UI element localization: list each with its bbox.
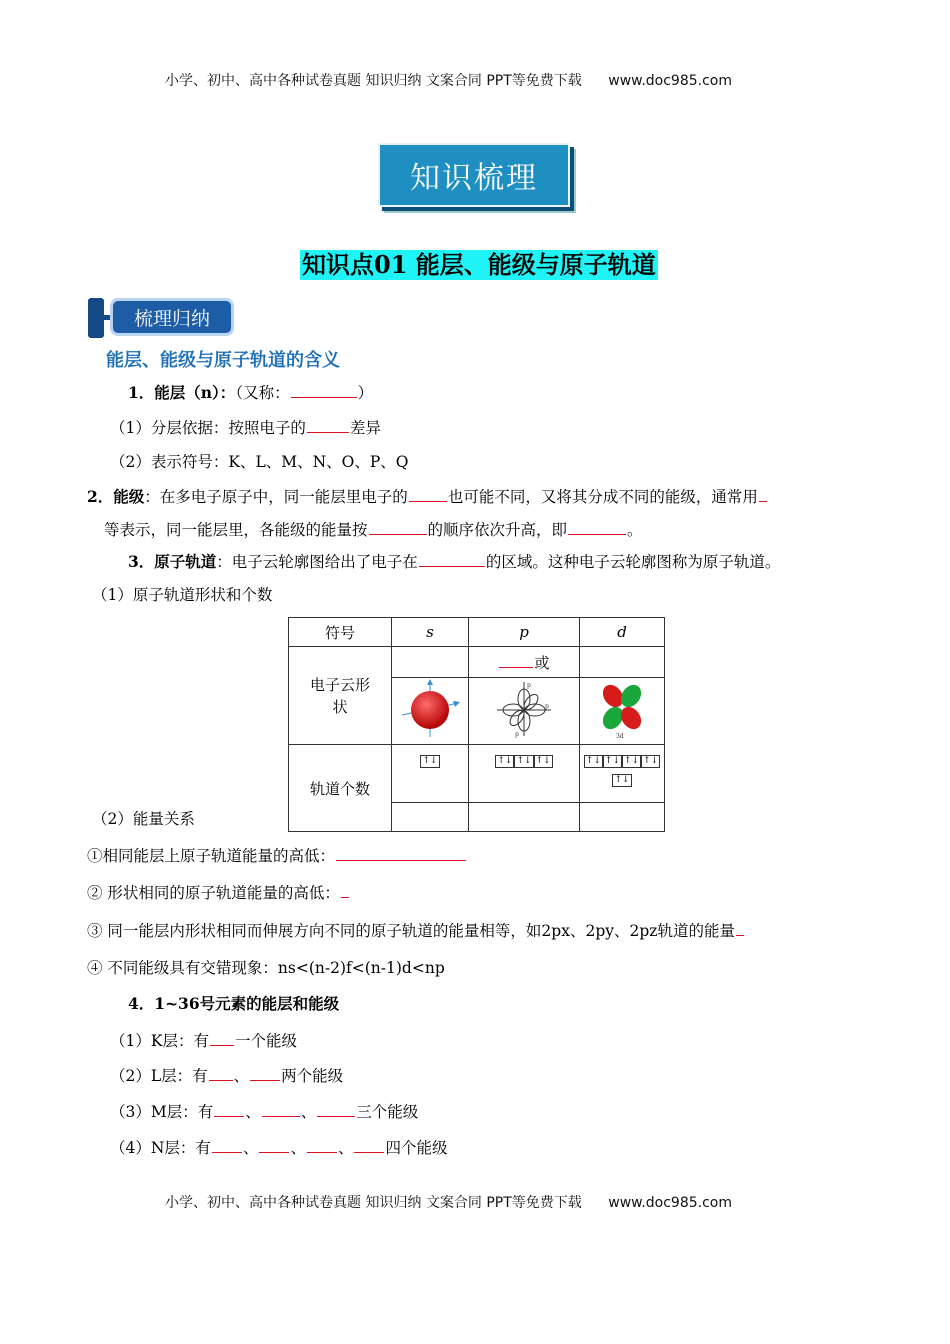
blank[interactable] — [259, 1136, 289, 1153]
energy-title: （2）能量关系 — [92, 810, 195, 828]
sep: 、 — [242, 1139, 259, 1157]
orbital-table — [288, 617, 665, 832]
s1-pre: （又称： — [235, 384, 290, 402]
s2-title: 2．能级 — [87, 487, 145, 506]
blank[interactable] — [759, 485, 767, 502]
td-shape-label — [289, 647, 392, 745]
s4-m-text: （3）M层：有 — [110, 1103, 214, 1121]
s4-k-end: 一个能级 — [234, 1032, 297, 1050]
energy-r3 — [87, 919, 745, 942]
p-label-y: p — [515, 731, 519, 738]
blank[interactable] — [336, 844, 466, 861]
page-footer — [165, 1192, 732, 1212]
p-label-z: p — [527, 682, 531, 689]
footer-text: 小学、初中、高中各种试卷真题 知识归纳 文案合同 PPT等免费下载 — [165, 1195, 582, 1211]
blank[interactable] — [419, 550, 485, 567]
blank[interactable] — [214, 1100, 244, 1117]
td-d-count — [580, 803, 665, 832]
blank[interactable] — [736, 919, 744, 936]
d-box: ↑↓ — [614, 775, 630, 785]
footer-site: www.doc985.com — [608, 1195, 732, 1211]
blank[interactable] — [250, 1064, 280, 1081]
s2-e: 。 — [627, 521, 643, 539]
s4-n — [110, 1136, 448, 1159]
blank[interactable] — [307, 1136, 337, 1153]
blank[interactable] — [568, 518, 626, 535]
blank[interactable] — [409, 485, 447, 502]
knowledge-point-title: 知识点01 能层、能级与原子轨道 — [302, 250, 656, 279]
summary-tag: 梳理归纳 — [110, 298, 234, 336]
td-s-image — [392, 678, 469, 745]
s4-k-text: （1）K层：有 — [110, 1032, 209, 1050]
s4-n-end: 四个能级 — [385, 1139, 448, 1157]
subtitle: 能层、能级与原子轨道的含义 — [106, 350, 340, 371]
s-orbital-image — [398, 679, 462, 739]
s1-title: 1．能层（n）： — [128, 383, 236, 402]
p-box: ↑↓ — [516, 756, 532, 766]
blank[interactable] — [369, 518, 427, 535]
s4-l — [110, 1064, 343, 1087]
d-box: ↑↓ — [604, 756, 620, 766]
s3-title: 3．原子轨道 — [128, 552, 217, 571]
energy-r2 — [87, 881, 350, 904]
s4-l-text: （2）L层：有 — [110, 1067, 208, 1085]
s1-title-line — [128, 381, 373, 404]
blank[interactable] — [262, 1100, 300, 1117]
s1-l1-text: （1）分层依据：按照电子的 — [110, 419, 306, 437]
td-p-shape-top — [469, 647, 580, 678]
s1-l1-end: 差异 — [349, 419, 381, 437]
s3-line2: （1）原子轨道形状和个数 — [92, 586, 273, 604]
blank[interactable] — [209, 1064, 233, 1081]
s-box: ↑↓ — [422, 756, 438, 766]
s4-m-end: 三个能级 — [356, 1103, 419, 1121]
s3-line1 — [128, 550, 780, 573]
energy-r3-text: ③ 同一能层内形状相同而伸展方向不同的原子轨道的能量相等，如2px、2py、2pz轨道的能量 — [87, 922, 735, 940]
th-symbol: 符号 — [289, 618, 392, 647]
s4-k — [110, 1029, 297, 1052]
d-label: 3d — [616, 733, 624, 740]
blank[interactable] — [212, 1136, 242, 1153]
d-box: ↑↓ — [643, 756, 659, 766]
sep: 、 — [245, 1103, 261, 1121]
energy-r4: ④ 不同能级具有交错现象：ns<(n-2)f<(n-1)d<np — [87, 959, 445, 977]
blank[interactable] — [499, 651, 533, 668]
p-label-x: p — [545, 703, 549, 710]
blank[interactable] — [210, 1029, 234, 1046]
header-text: 小学、初中、高中各种试卷真题 知识归纳 文案合同 PPT等免费下载 — [165, 73, 582, 89]
td-s-count — [392, 803, 469, 832]
td-p-count — [469, 803, 580, 832]
sep: 、 — [337, 1139, 354, 1157]
s4-title: 4．1~36号元素的能层和能级 — [128, 994, 340, 1013]
blank[interactable] — [354, 1136, 384, 1153]
energy-r2-text: ② 形状相同的原子轨道能量的高低： — [87, 884, 340, 902]
td-d-shape-top — [580, 647, 665, 678]
sep: 、 — [290, 1139, 306, 1157]
blank[interactable] — [341, 881, 349, 898]
s2-d: 的顺序依次升高，即 — [427, 521, 568, 539]
d-box: ↑↓ — [585, 756, 601, 766]
th-s: s — [392, 618, 469, 647]
energy-r1 — [87, 844, 467, 867]
section-badge: 知识梳理 — [378, 143, 570, 207]
sep: 、 — [300, 1103, 317, 1121]
s1-post: ） — [357, 384, 374, 402]
s1-line2: （2）表示符号：K、L、M、N、O、P、Q — [110, 453, 409, 471]
header-site: www.doc985.com — [608, 73, 732, 89]
d-box: ↑↓ — [624, 756, 640, 766]
blank[interactable] — [291, 381, 357, 398]
p-or-text: 或 — [534, 654, 550, 672]
s2-b: 也可能不同，又将其分成不同的能级，通常用 — [447, 488, 758, 506]
td-s-shape-top — [392, 647, 469, 678]
s3-b: 的区域。这种电子云轮廓图称为原子轨道。 — [485, 553, 781, 571]
s3-a: ：电子云轮廓图给出了电子在 — [216, 553, 418, 571]
s4-m — [110, 1100, 418, 1123]
s4-l-end: 两个能级 — [281, 1067, 344, 1085]
td-s-boxes — [392, 745, 469, 803]
p-orbital-image — [489, 678, 559, 740]
blank[interactable] — [307, 416, 349, 433]
td-count-label: 轨道个数 — [289, 745, 392, 832]
s2-c: 等表示，同一能层里，各能级的能量按 — [104, 521, 368, 539]
td-p-image — [469, 678, 580, 745]
s2-line1 — [87, 485, 768, 508]
th-p: p — [469, 618, 580, 647]
blank[interactable] — [317, 1100, 355, 1117]
shape-label-text: 电子云形状 — [309, 675, 370, 716]
sep: 、 — [233, 1067, 250, 1085]
p-box: ↑↓ — [535, 756, 551, 766]
s1-line1 — [110, 416, 381, 439]
td-d-image — [580, 678, 665, 745]
d-orbital-image — [590, 678, 654, 740]
page-header — [165, 70, 732, 90]
s2-line2 — [104, 518, 643, 541]
p-box: ↑↓ — [497, 756, 513, 766]
s4-n-text: （4）N层：有 — [110, 1139, 211, 1157]
th-d: d — [580, 618, 665, 647]
td-d-boxes — [580, 745, 665, 803]
energy-r1-text: ①相同能层上原子轨道能量的高低： — [87, 847, 336, 865]
s2-a: ：在多电子原子中，同一能层里电子的 — [144, 488, 408, 506]
td-p-boxes — [469, 745, 580, 803]
